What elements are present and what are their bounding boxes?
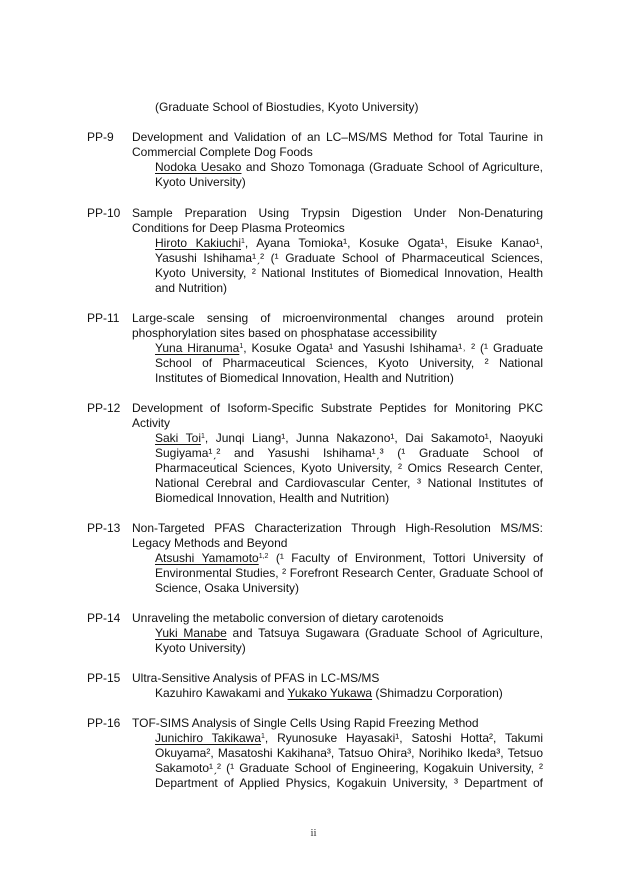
presenter-name: Nodoka Uesako xyxy=(155,160,242,174)
entry-authors xyxy=(155,551,543,596)
program-entry xyxy=(87,401,543,506)
entry-authors xyxy=(155,686,543,701)
entry-code: PP-13 xyxy=(87,521,121,535)
presenter-name: Saki Toi xyxy=(155,431,201,445)
presenter-affiliation-mark: 1 xyxy=(241,238,245,245)
entry-code: PP-9 xyxy=(87,130,114,144)
authors-text: and Shozo Tomonaga (Graduate School of Agriculture, Kyoto University) xyxy=(155,160,543,189)
entry-authors xyxy=(155,431,543,506)
entry-code: PP-15 xyxy=(87,671,121,685)
program-entry xyxy=(87,611,543,656)
entry-authors xyxy=(155,160,543,190)
authors-text: (¹ Faculty of Environment, Tottori University of Environmental Studies, ² Forefront Research Center, Graduate School of Science, Osaka University) xyxy=(155,551,543,595)
previous-entry-affiliation: (Graduate School of Biostudies, Kyoto University) xyxy=(155,100,419,114)
authors-text: , Kosuke Ogata¹ and Yasushi Ishihama¹˒ ² (¹ Graduate School of Pharmaceutical Sciences, Kyoto University, ² National Institutes of Biomedical Innovation, Health and Nutrition) xyxy=(155,341,543,385)
entry-code: PP-11 xyxy=(87,311,120,325)
entry-code: PP-12 xyxy=(87,401,121,415)
entry-code: PP-14 xyxy=(87,611,121,625)
entry-authors xyxy=(155,731,543,791)
program-entry xyxy=(87,671,543,701)
entry-title: TOF-SIMS Analysis of Single Cells Using Rapid Freezing Method xyxy=(132,716,479,730)
presenter-affiliation-mark: 1 xyxy=(261,733,265,740)
entry-title: Unraveling the metabolic conversion of dietary carotenoids xyxy=(132,611,444,625)
entry-authors xyxy=(155,236,543,296)
presenter-name: Hiroto Kakiuchi xyxy=(155,236,241,250)
program-entry xyxy=(87,206,543,296)
program-entry xyxy=(87,716,543,791)
presenter-affiliation-mark: 1,2 xyxy=(258,553,269,560)
entry-code: PP-16 xyxy=(87,716,121,730)
page-number: ii xyxy=(310,827,317,839)
program-entry xyxy=(87,521,543,596)
authors-text: (Shimadzu Corporation) xyxy=(372,686,503,700)
entry-authors xyxy=(155,626,543,656)
program-entry xyxy=(87,130,543,190)
presenter-affiliation-mark: 1 xyxy=(239,343,244,350)
entry-title: Development of Isoform-Specific Substrate Peptides for Monitoring PKC Activity xyxy=(132,401,543,430)
presenter-name: Junichiro Takikawa xyxy=(155,731,261,745)
presenter-name: Yuki Manabe xyxy=(155,626,227,640)
authors-text: , Ayana Tomioka¹, Kosuke Ogata¹, Eisuke Kanao¹, Yasushi Ishihama¹ˏ² (¹ Graduate School of Pharmaceutical Sciences, Kyoto University, ² National Institutes of Biomedical Innovation, Health and Nutrition) xyxy=(155,236,544,295)
program-entry xyxy=(87,311,543,386)
entry-title: Development and Validation of an LC–MS/MS Method for Total Taurine in Commercial Complete Dog Foods xyxy=(132,130,543,159)
entry-title: Sample Preparation Using Trypsin Digestion Under Non-Denaturing Conditions for Deep Plasma Proteomics xyxy=(132,206,543,235)
entry-title: Ultra-Sensitive Analysis of PFAS in LC-MS/MS xyxy=(132,671,380,685)
authors-text: and Tatsuya Sugawara (Graduate School of Agriculture, Kyoto University) xyxy=(155,626,543,655)
entry-code: PP-10 xyxy=(87,206,121,220)
presenter-name: Atsushi Yamamoto xyxy=(155,551,259,565)
authors-prefix: Kazuhiro Kawakami and xyxy=(155,686,288,700)
entry-authors xyxy=(155,341,543,386)
presenter-affiliation-mark: 1 xyxy=(200,433,205,440)
presenter-name: Yukako Yukawa xyxy=(287,686,373,700)
authors-text: , Junqi Liang¹, Junna Nakazono¹, Dai Sakamoto¹, Naoyuki Sugiyama¹ˏ² and Yasushi Ishihama¹ˏ³ (¹ Graduate School of Pharmaceutical Sciences, Kyoto University, ² Omics Research Center, National Cerebral and Cardiovascular Center, ³ National Institutes of Biomedical Innovation, Health and Nutrition) xyxy=(155,431,543,505)
presenter-name: Yuna Hiranuma xyxy=(155,341,240,355)
entry-title: Large-scale sensing of microenvironmental changes around protein phosphorylation sites based on phosphatase accessibility xyxy=(132,311,543,340)
authors-text: , Ryunosuke Hayasaki¹, Satoshi Hotta², Takumi Okuyama², Masatoshi Kakihana³, Tatsuo Ohira³, Norihiko Ikeda³, Tetsuo Sakamoto¹ˏ² (¹ Graduate School of Engineering, Kogakuin University, ² Department of Applied Physics, Kogakuin University, ³ Department of xyxy=(155,731,543,790)
entry-title: Non-Targeted PFAS Characterization Through High-Resolution MS/MS: Legacy Methods and Beyond xyxy=(132,521,543,550)
